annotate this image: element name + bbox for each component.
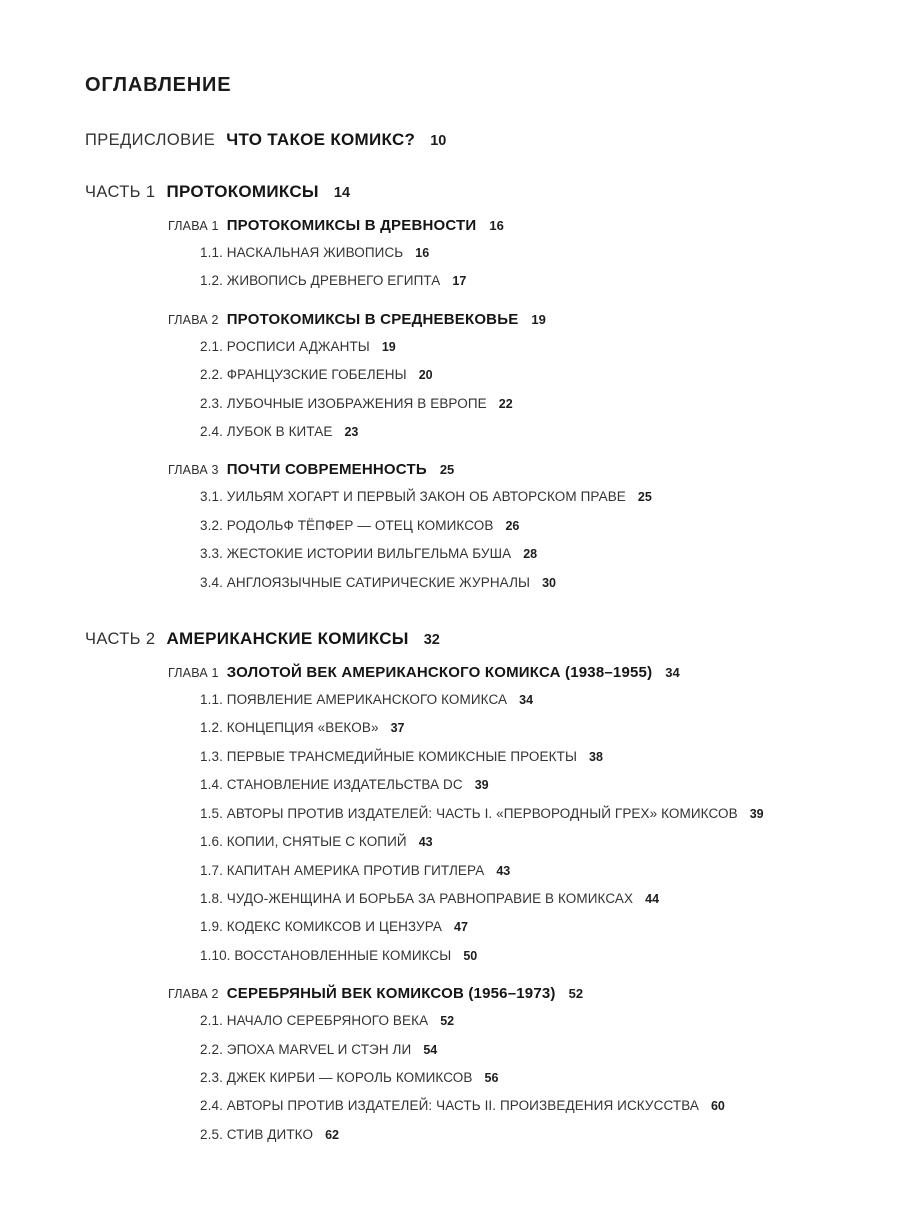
section-entry	[200, 743, 860, 771]
section-page-number: 20	[418, 368, 433, 383]
chapter-page-number: 25	[439, 462, 455, 478]
section-page-number: 22	[498, 396, 513, 411]
section-page-number: 38	[589, 749, 603, 764]
chapter-page-number: 52	[568, 986, 584, 1002]
section-page-number: 56	[484, 1070, 499, 1085]
preface-label: ПРЕДИСЛОВИЕ	[85, 131, 216, 149]
section-title: 1.4. СТАНОВЛЕНИЕ ИЗДАТЕЛЬСТВА DC	[200, 777, 463, 793]
chapter-entry	[168, 217, 860, 234]
section-title: 1.1. НАСКАЛЬНАЯ ЖИВОПИСЬ	[200, 245, 404, 260]
section-entry	[200, 771, 860, 799]
section-title: 3.4. АНГЛОЯЗЫЧНЫЕ САТИРИЧЕСКИЕ ЖУРНАЛЫ	[200, 574, 531, 590]
section-page-number: 43	[496, 863, 511, 878]
section-title: 2.2. ЭПОХА MARVEL И СТЭН ЛИ	[200, 1041, 412, 1057]
part-entry	[85, 629, 860, 649]
section-entry	[200, 913, 860, 941]
section-page-number: 26	[505, 518, 520, 533]
section-title: 1.2. ЖИВОПИСЬ ДРЕВНЕГО ЕГИПТА	[200, 273, 441, 289]
section-title: 2.1. НАЧАЛО СЕРЕБРЯНОГО ВЕКА	[200, 1013, 429, 1029]
chapter-entry	[168, 461, 860, 478]
section-title: 1.8. ЧУДО-ЖЕНЩИНА И БОРЬБА ЗА РАВНОПРАВИЕ В КОМИКСАХ	[200, 890, 634, 906]
chapter-title: ПРОТОКОМИКСЫ В ДРЕВНОСТИ	[226, 217, 477, 234]
section-entry	[200, 267, 860, 295]
chapter-title: ПОЧТИ СОВРЕМЕННОСТЬ	[226, 461, 427, 479]
chapter-label: ГЛАВА 3	[168, 463, 219, 478]
section-page-number: 50	[463, 948, 478, 963]
section-title: 1.3. ПЕРВЫЕ ТРАНСМЕДИЙНЫЕ КОМИКСНЫЕ ПРОЕКТЫ	[200, 748, 577, 764]
section-page-number: 30	[542, 575, 556, 590]
section-title: 3.1. УИЛЬЯМ ХОГАРТ И ПЕРВЫЙ ЗАКОН ОБ АВТОРСКОМ ПРАВЕ	[200, 489, 626, 505]
chapter-label: ГЛАВА 1	[168, 219, 219, 233]
section-entry	[200, 239, 860, 267]
section-title: 1.1. ПОЯВЛЕНИЕ АМЕРИКАНСКОГО КОМИКСА	[200, 692, 508, 708]
section-page-number: 17	[452, 274, 467, 289]
preface-entry	[85, 130, 860, 150]
section-entry	[200, 857, 860, 885]
chapter-entry	[168, 985, 860, 1002]
section-title: 2.1. РОСПИСИ АДЖАНТЫ	[200, 338, 370, 354]
section-page-number: 25	[637, 490, 652, 505]
section-page-number: 34	[519, 693, 534, 708]
part-title: ПРОТОКОМИКСЫ	[166, 182, 319, 201]
chapter-title: СЕРЕБРЯНЫЙ ВЕК КОМИКСОВ (1956–1973)	[226, 985, 556, 1003]
toc-part	[85, 629, 860, 1149]
preface-page-number: 10	[430, 133, 447, 149]
section-page-number: 44	[645, 891, 660, 906]
section-entry	[200, 540, 860, 568]
section-page-number: 47	[454, 920, 468, 935]
section-entry	[200, 1036, 860, 1064]
section-entry	[200, 390, 860, 418]
chapter-page-number: 19	[531, 311, 546, 327]
chapter-page-number: 16	[489, 218, 504, 233]
toc-parts-container	[85, 182, 860, 1149]
section-entry	[200, 1121, 860, 1149]
chapter-label: ГЛАВА 2	[168, 987, 219, 1002]
section-page-number: 52	[440, 1014, 455, 1029]
section-entry	[200, 512, 860, 540]
section-title: 2.2. ФРАНЦУЗСКИЕ ГОБЕЛЕНЫ	[200, 367, 407, 383]
section-title: 1.2. КОНЦЕПЦИЯ «ВЕКОВ»	[200, 720, 379, 736]
section-title: 1.10. ВОССТАНОВЛЕННЫЕ КОМИКСЫ	[200, 947, 452, 963]
section-page-number: 39	[474, 778, 489, 793]
section-entry	[200, 361, 860, 389]
section-entry	[200, 483, 860, 511]
toc-part	[85, 182, 860, 597]
section-title: 1.7. КАПИТАН АМЕРИКА ПРОТИВ ГИТЛЕРА	[200, 862, 485, 878]
section-page-number: 62	[325, 1127, 339, 1142]
section-title: 2.5. СТИВ ДИТКО	[200, 1126, 314, 1142]
section-entry	[200, 1064, 860, 1092]
part-entry	[85, 182, 860, 202]
section-entry	[200, 885, 860, 913]
section-title: 2.3. ДЖЕК КИРБИ — КОРОЛЬ КОМИКСОВ	[200, 1069, 473, 1085]
section-title: 2.4. ЛУБОК В КИТАЕ	[200, 424, 333, 440]
section-page-number: 28	[523, 547, 538, 562]
section-entry	[200, 1007, 860, 1035]
part-page-number: 32	[423, 632, 440, 649]
part-title: АМЕРИКАНСКИЕ КОМИКСЫ	[166, 629, 409, 649]
section-title: 3.2. РОДОЛЬФ ТЁПФЕР — ОТЕЦ КОМИКСОВ	[200, 517, 494, 533]
part-label: ЧАСТЬ 2	[85, 630, 156, 649]
section-entry	[200, 828, 860, 856]
chapter-page-number: 34	[665, 665, 680, 681]
section-entry	[200, 569, 860, 597]
section-entry	[200, 800, 860, 828]
chapter-label: ГЛАВА 1	[168, 666, 219, 681]
chapter-entry	[168, 311, 860, 328]
section-entry	[200, 418, 860, 446]
section-page-number: 60	[710, 1099, 725, 1114]
page-title: ОГЛАВЛЕНИЕ	[85, 74, 232, 96]
section-page-number: 54	[423, 1042, 438, 1057]
section-page-number: 43	[418, 835, 433, 850]
chapter-title: ПРОТОКОМИКСЫ В СРЕДНЕВЕКОВЬЕ	[226, 310, 519, 328]
section-page-number: 23	[344, 425, 359, 440]
section-entry	[200, 333, 860, 361]
part-page-number: 14	[333, 185, 351, 201]
section-entry	[200, 1092, 860, 1120]
section-entry	[200, 942, 860, 970]
section-page-number: 19	[381, 339, 396, 354]
section-page-number: 39	[749, 806, 764, 821]
part-label: ЧАСТЬ 1	[85, 183, 156, 201]
section-title: 1.9. КОДЕКС КОМИКСОВ И ЦЕНЗУРА	[200, 919, 443, 935]
section-page-number: 16	[415, 246, 430, 260]
preface-title: ЧТО ТАКОЕ КОМИКС?	[226, 130, 416, 149]
section-title: 1.5. АВТОРЫ ПРОТИВ ИЗДАТЕЛЕЙ: ЧАСТЬ I. «ПЕРВОРОДНЫЙ ГРЕХ» КОМИКСОВ	[200, 805, 738, 821]
section-title: 1.6. КОПИИ, СНЯТЫЕ С КОПИЙ	[200, 834, 407, 850]
section-entry	[200, 686, 860, 714]
section-title: 2.4. АВТОРЫ ПРОТИВ ИЗДАТЕЛЕЙ: ЧАСТЬ II. ПРОИЗВЕДЕНИЯ ИСКУССТВА	[200, 1098, 699, 1114]
chapter-label: ГЛАВА 2	[168, 312, 219, 327]
section-title: 3.3. ЖЕСТОКИЕ ИСТОРИИ ВИЛЬГЕЛЬМА БУША	[200, 546, 512, 562]
section-entry	[200, 714, 860, 742]
chapter-title: ЗОЛОТОЙ ВЕК АМЕРИКАНСКОГО КОМИКСА (1938–1955)	[226, 664, 653, 682]
chapter-entry	[168, 664, 860, 681]
section-title: 2.3. ЛУБОЧНЫЕ ИЗОБРАЖЕНИЯ В ЕВРОПЕ	[200, 395, 487, 411]
section-page-number: 37	[390, 721, 405, 736]
